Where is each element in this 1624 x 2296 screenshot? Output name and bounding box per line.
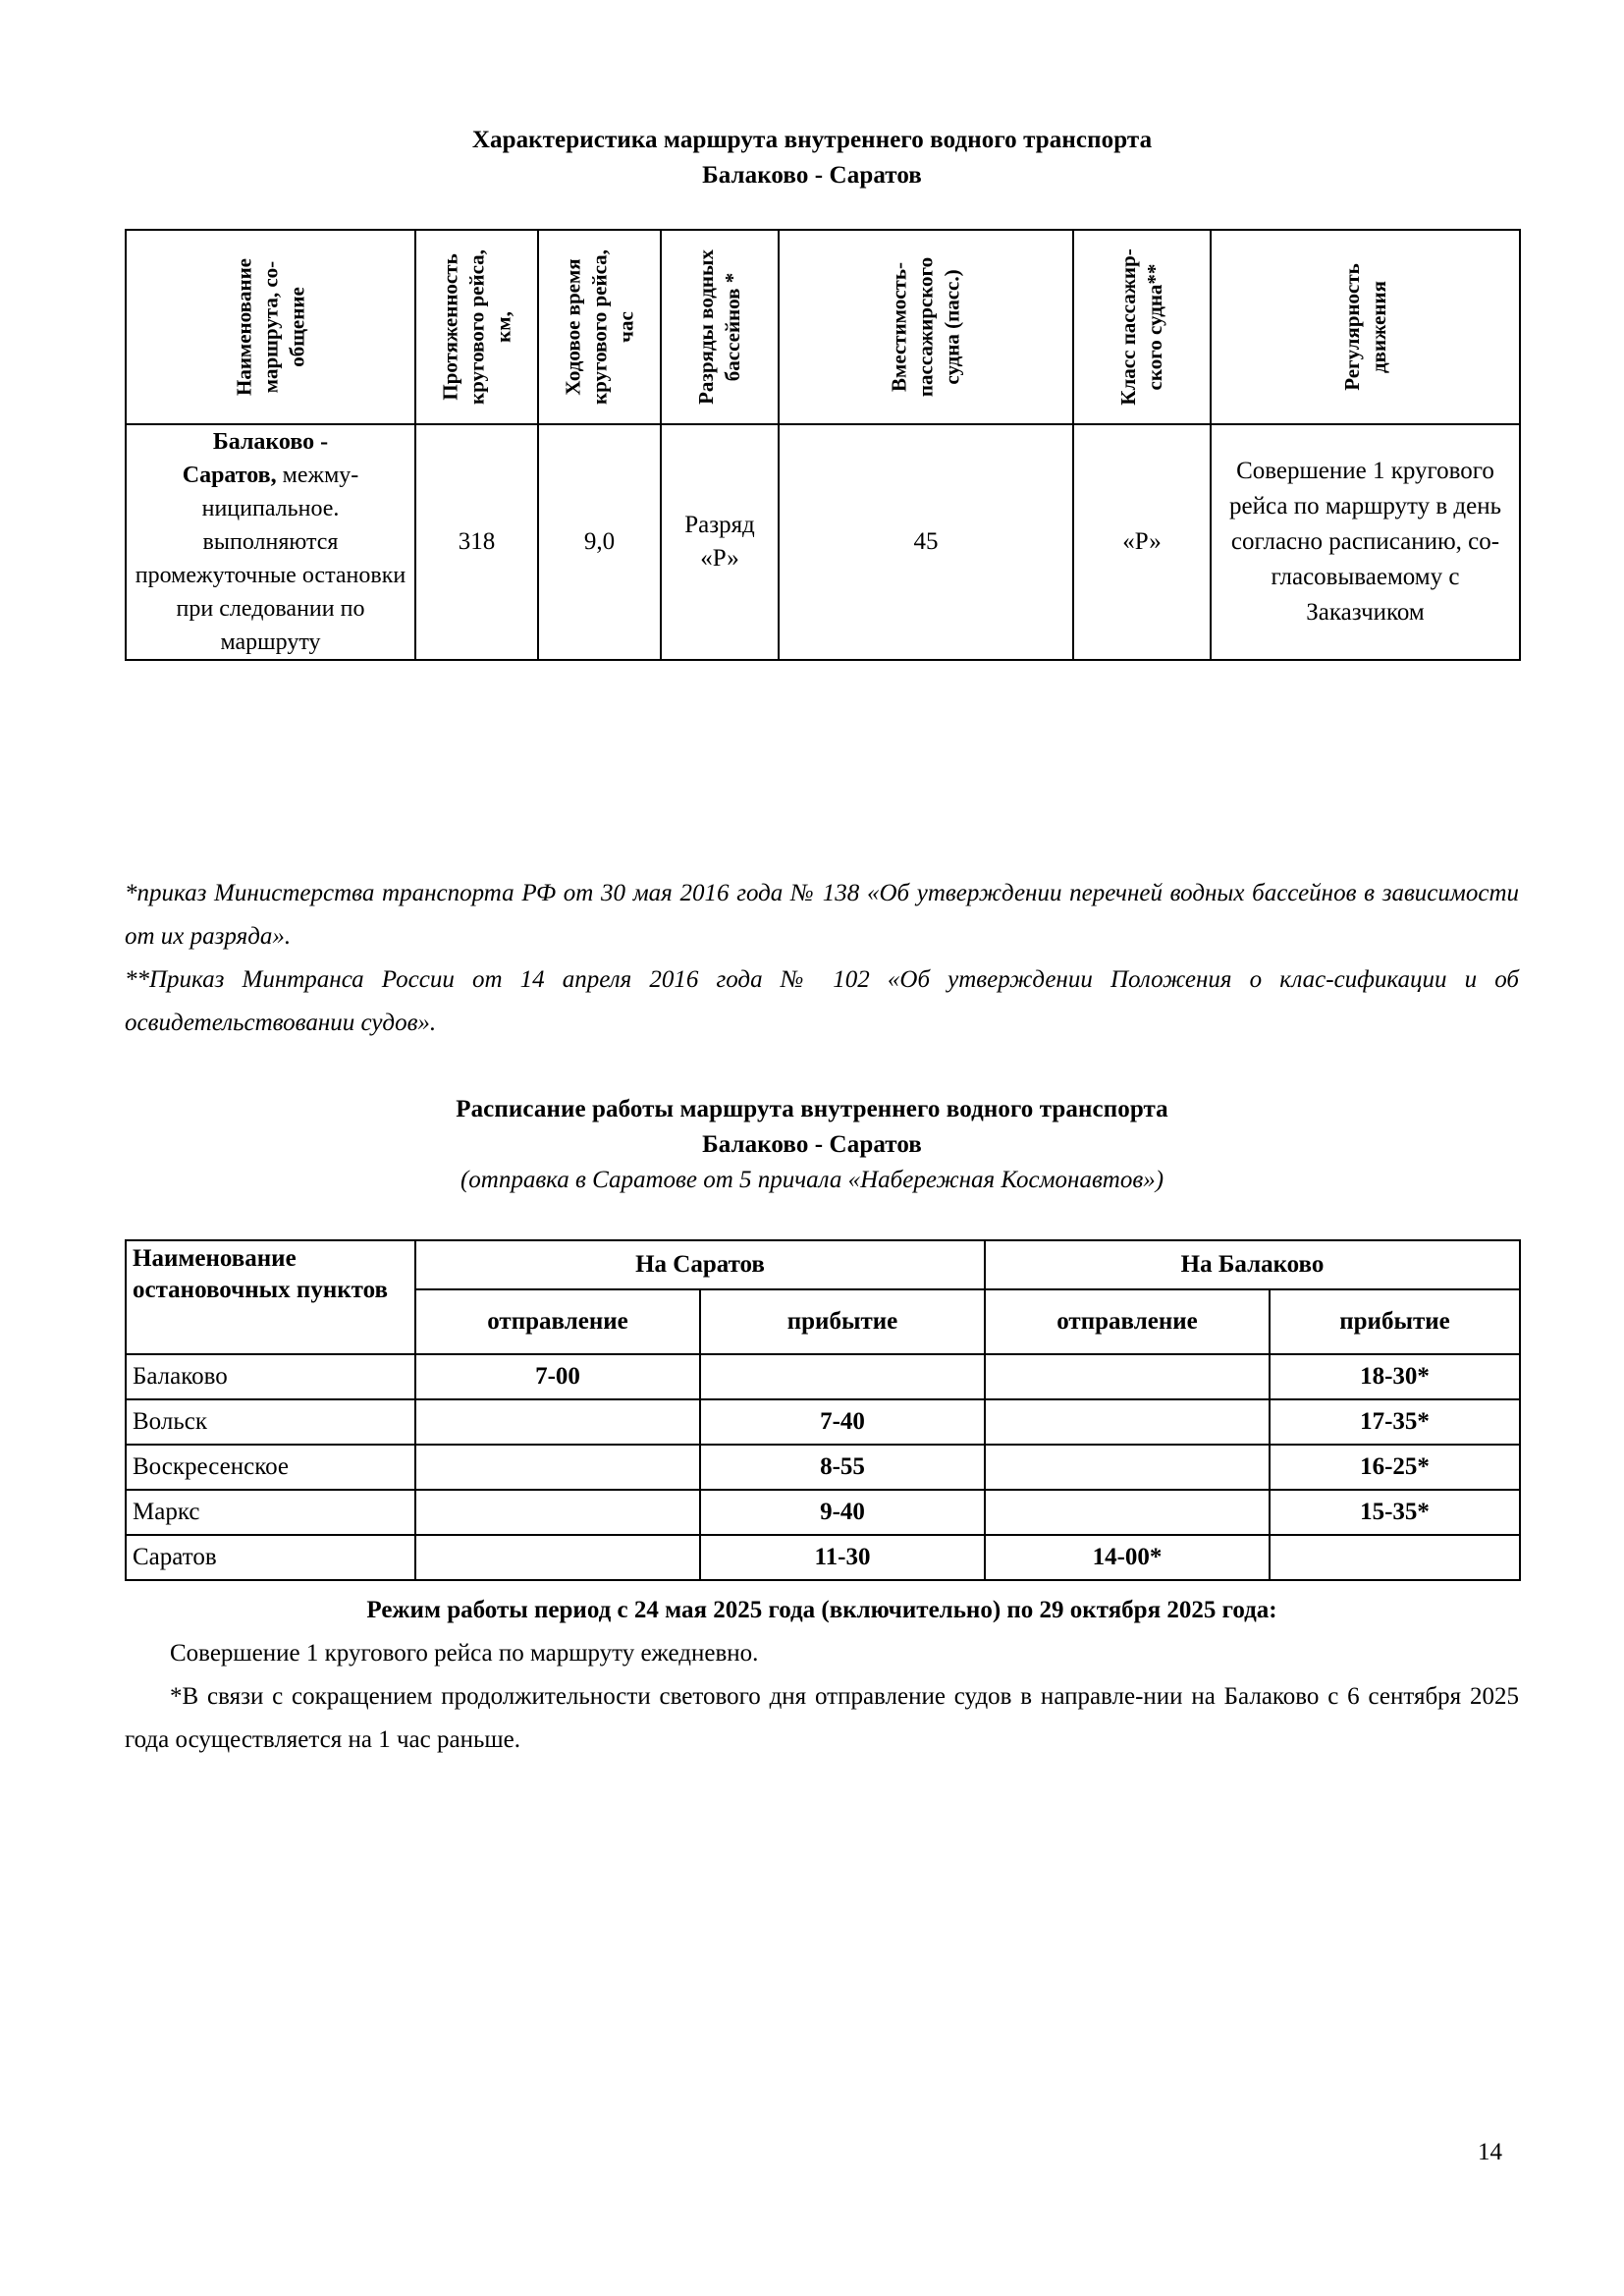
header-line: бассейнов * (721, 272, 744, 382)
cell-basin-class (661, 424, 779, 660)
note-schedule-period (125, 1589, 1519, 1632)
header-line: км, (491, 311, 514, 343)
basin-class-line2: «Р» (700, 545, 739, 572)
header-line: судна (пасс.) (940, 269, 964, 385)
basin-class-line1: Разряд (684, 512, 755, 538)
header-line: час (614, 311, 637, 343)
header-bal-departure: отправление (985, 1289, 1270, 1354)
to-saratov-departure (415, 1445, 700, 1490)
header-basin-class (661, 230, 779, 424)
header-line: кругового рейса, (464, 249, 488, 405)
cell-travel-time: 9,0 (538, 424, 661, 660)
to-balakovo-departure (985, 1399, 1270, 1445)
table-row (126, 1535, 1520, 1580)
stop-name: Воскресенское (126, 1445, 415, 1490)
page-number: 14 (1478, 2139, 1502, 2165)
table-row (126, 1354, 1520, 1399)
header-line: Вместимость- (887, 262, 911, 392)
note-daylight-text: *В связи с сокращением продолжительности светового дня отправление судов в направле-нии на Балаково с 6 сентября 2025 года осуществляется на 1 час раньше. (125, 1683, 1519, 1753)
route-name-part3: межму- (282, 463, 359, 488)
header-line: общение (285, 287, 308, 367)
cell-route-name (126, 424, 415, 660)
to-balakovo-arrival: 15-35* (1270, 1490, 1520, 1535)
header-line: пассажирского (913, 256, 938, 398)
schedule-table (125, 1239, 1521, 1581)
to-balakovo-departure: 14-00* (985, 1535, 1270, 1580)
to-balakovo-arrival (1270, 1535, 1520, 1580)
cell-capacity: 45 (779, 424, 1073, 660)
to-saratov-arrival (700, 1354, 985, 1399)
note-daily (125, 1632, 1519, 1675)
cell-route-length: 318 (415, 424, 538, 660)
header-line: Разряды водных (694, 249, 718, 405)
stop-name: Маркс (126, 1490, 415, 1535)
header-direction-to-balakovo: На Балаково (985, 1240, 1520, 1289)
to-saratov-departure (415, 1399, 700, 1445)
to-balakovo-departure (985, 1354, 1270, 1399)
to-balakovo-departure (985, 1445, 1270, 1490)
section2-title-line1: Расписание работы маршрута внутреннего водного транспорта (456, 1096, 1168, 1122)
to-saratov-departure (415, 1535, 700, 1580)
header-line: маршрута, со- (258, 260, 282, 394)
header-route-name (126, 230, 415, 424)
header-regularity (1211, 230, 1520, 424)
to-saratov-departure (415, 1490, 700, 1535)
header-route-length (415, 230, 538, 424)
to-saratov-arrival: 9-40 (700, 1490, 985, 1535)
to-saratov-arrival: 7-40 (700, 1399, 985, 1445)
table-row (126, 1445, 1520, 1490)
section1-title (125, 123, 1499, 193)
header-line: Протяженность (438, 253, 461, 401)
note-daylight (125, 1675, 1519, 1762)
header-stop-names: Наименование остановочных пунктов (126, 1240, 415, 1354)
table-row (126, 1490, 1520, 1535)
to-balakovo-arrival: 16-25* (1270, 1445, 1520, 1490)
header-line: кругового рейса, (587, 249, 611, 405)
note-daily-text: Совершение 1 кругового рейса по маршруту ежедневно. (170, 1640, 759, 1667)
route-name-part2: Саратов, (182, 463, 277, 488)
header-direction-to-saratov: На Саратов (415, 1240, 985, 1289)
stop-name: Вольск (126, 1399, 415, 1445)
bottom-notes-block (125, 1589, 1519, 1762)
header-line: движения (1366, 281, 1390, 373)
header-line: ского судна** (1143, 263, 1166, 391)
footnotes-block (125, 872, 1519, 1045)
header-line: Класс пассажир- (1116, 248, 1140, 406)
table1-data-row (126, 424, 1520, 660)
footnote-1: *приказ Министерства транспорта РФ от 30 мая 2016 года № 138 «Об утверждении перечней водных бассейнов в зависимости от их разряда». (125, 880, 1519, 950)
cell-regularity: Совершение 1 кругового рейса по маршруту в день согласно расписанию, со-гласовываемому с Заказчиком (1211, 424, 1520, 660)
to-balakovo-arrival: 17-35* (1270, 1399, 1520, 1445)
header-line: Наименование (232, 258, 255, 396)
header-travel-time (538, 230, 661, 424)
stop-name: Саратов (126, 1535, 415, 1580)
to-saratov-arrival: 8-55 (700, 1445, 985, 1490)
schedule-header-row-1 (126, 1240, 1520, 1289)
header-sar-arrival: прибытие (700, 1289, 985, 1354)
header-vessel-class (1073, 230, 1211, 424)
route-name-part4: ниципальное. (201, 496, 340, 521)
route-name-part1: Балаково - (212, 429, 329, 455)
note-schedule-period-text: Режим работы период с 24 мая 2025 года (включительно) по 29 октября 2025 года: (366, 1597, 1277, 1623)
stop-name: Балаково (126, 1354, 415, 1399)
section2-title-line2: Балаково - Саратов (702, 1131, 922, 1158)
footnote-2: **Приказ Минтранса России от 14 апреля 2016 года № 102 «Об утверждении Положения о клас-сификации и об освидетельствовании судов». (125, 966, 1519, 1036)
section1-title-line1: Характеристика маршрута внутреннего водного транспорта (471, 127, 1153, 153)
header-line: Регулярность (1339, 263, 1364, 391)
to-balakovo-departure (985, 1490, 1270, 1535)
route-name-rest: выполняются промежуточные остановки при следовании по маршруту (135, 529, 406, 655)
to-balakovo-arrival: 18-30* (1270, 1354, 1520, 1399)
header-line: Ходовое время (561, 258, 584, 396)
to-saratov-departure: 7-00 (415, 1354, 700, 1399)
section2-subtitle: (отправка в Саратове от 5 причала «Набережная Космонавтов») (460, 1167, 1164, 1193)
header-sar-departure: отправление (415, 1289, 700, 1354)
route-characteristics-table (125, 229, 1521, 661)
table-row (126, 1399, 1520, 1445)
header-capacity (779, 230, 1073, 424)
table1-header-row (126, 230, 1520, 424)
section1-title-line2: Балаково - Саратов (702, 162, 922, 189)
section2-title (125, 1092, 1499, 1198)
cell-vessel-class: «Р» (1073, 424, 1211, 660)
to-saratov-arrival: 11-30 (700, 1535, 985, 1580)
header-bal-arrival: прибытие (1270, 1289, 1520, 1354)
